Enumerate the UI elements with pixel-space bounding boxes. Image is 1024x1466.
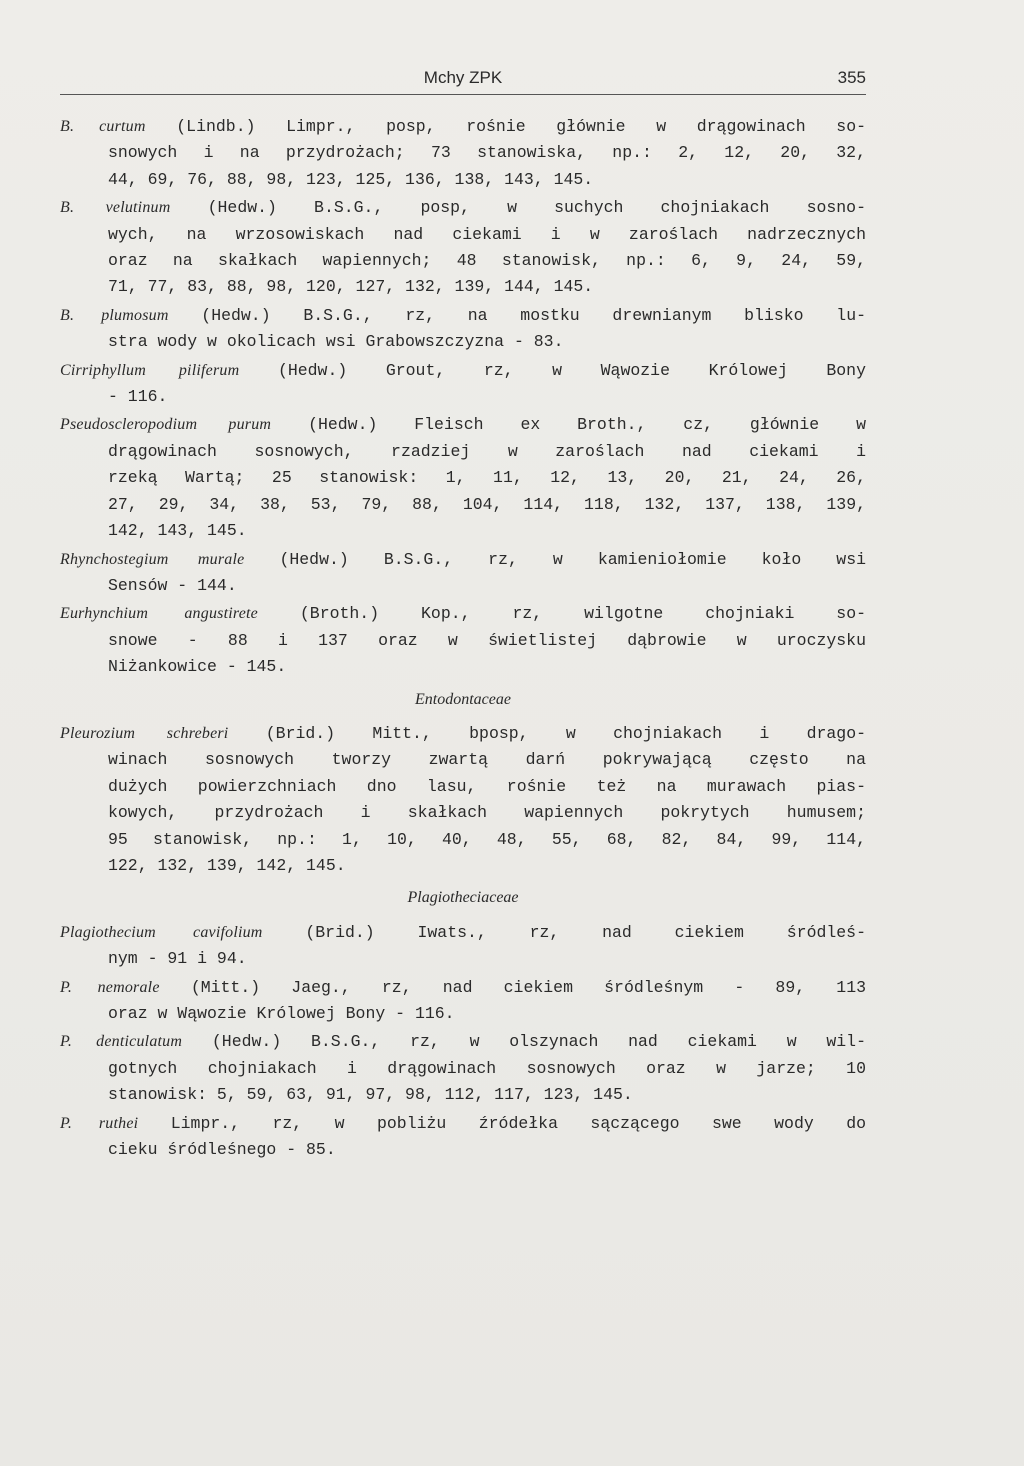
entry-first-line [60, 1029, 866, 1055]
entry-line: 27, 29, 34, 38, 53, 79, 88, 104, 114, 118, 132, 137, 138, 139, [108, 494, 866, 514]
entry-line: wych, na wrzosowiskach nad ciekami i w zaroślach nadrzecznych [108, 224, 866, 244]
species-entry [60, 601, 866, 680]
entry-first-line [60, 1111, 866, 1137]
entry-first-line [60, 412, 866, 438]
entry-line: stanowisk: 5, 59, 63, 91, 97, 98, 112, 117, 123, 145. [108, 1085, 633, 1105]
entry-text: (Brid.) Mitt., bposp, w chojniakach i drago- [265, 723, 867, 743]
entry-first-line [60, 601, 866, 627]
entry-line: 122, 132, 139, 142, 145. [108, 855, 346, 875]
taxon-name: Pseudoscleropodium purum [60, 416, 272, 434]
taxon-name: Plagiothecium cavifolium [60, 923, 263, 941]
taxon-name: B. velutinum [60, 199, 171, 217]
entry-text: (Broth.) Kop., rz, wilgotne chojniaki so- [299, 604, 867, 624]
species-entry [60, 412, 866, 544]
running-title: Mchy ZPK [423, 68, 503, 87]
species-entry [60, 975, 866, 1028]
entry-first-line [60, 114, 866, 140]
entry-line: Niżankowice - 145. [108, 657, 287, 677]
running-header [60, 66, 866, 95]
species-entry [60, 114, 866, 193]
species-entry [60, 721, 866, 879]
species-list [60, 114, 866, 1165]
entry-first-line [60, 721, 866, 747]
taxon-name: P. ruthei [60, 1114, 139, 1132]
entry-line: oraz w Wąwozie Królowej Bony - 116. [108, 1004, 455, 1023]
entry-line: stra wody w okolicach wsi Grabowszczyzna - 83. [108, 332, 564, 352]
entry-line: snowe - 88 i 137 oraz w świetlistej dąbrowie w uroczysku [108, 630, 866, 650]
taxon-name: P. denticulatum [60, 1033, 183, 1051]
entry-first-line [60, 303, 866, 329]
entry-text: (Hedw.) B.S.G., rz, w olszynach nad ciekami w wil- [211, 1032, 866, 1052]
entry-line: cieku śródleśnego - 85. [108, 1140, 336, 1160]
entry-text: (Hedw.) Fleisch ex Broth., cz, głównie w [308, 415, 866, 435]
taxon-name: B. curtum [60, 118, 146, 135]
species-entry [60, 358, 866, 411]
entry-text: Limpr., rz, w pobliżu źródełka sączącego swe wody do [170, 1113, 866, 1133]
family-heading: Entodontaceae [415, 690, 511, 708]
entry-line: drągowinach sosnowych, rzadziej w zaroślach nad ciekami i [108, 441, 866, 461]
entry-first-line [60, 920, 866, 946]
entry-line: oraz na skałkach wapiennych; 48 stanowisk, np.: 6, 9, 24, 59, [108, 251, 866, 271]
entry-first-line [60, 547, 866, 573]
species-entry [60, 920, 866, 973]
entry-line: 44, 69, 76, 88, 98, 123, 125, 136, 138, 143, 145. [108, 169, 594, 189]
taxon-name: Rhynchostegium murale [60, 550, 245, 568]
entry-text: (Hedw.) Grout, rz, w Wąwozie Królowej Bony [277, 360, 866, 380]
family-heading: Plagiotheciaceae [407, 889, 519, 907]
species-entry [60, 195, 866, 301]
taxon-name: Pleurozium schreberi [60, 724, 229, 742]
entry-line: kowych, przydrożach i skałkach wapiennych pokrytych humusem; [108, 803, 866, 823]
entry-line: 142, 143, 145. [108, 521, 247, 541]
entry-line: dużych powierzchniach dno lasu, rośnie też na murawach pias- [108, 776, 866, 796]
entry-line: 71, 77, 83, 88, 98, 120, 127, 132, 139, 144, 145. [108, 277, 594, 297]
entry-first-line [60, 975, 866, 1001]
species-entry [60, 303, 866, 356]
entry-line: gotnych chojniakach i drągowinach sosnowych oraz w jarze; 10 [108, 1058, 866, 1078]
taxon-name: B. plumosum [60, 306, 169, 324]
taxon-name: Eurhynchium angustirete [60, 605, 258, 623]
entry-line: nym - 91 i 94. [108, 949, 247, 969]
entry-line: rzeką Wartą; 25 stanowisk: 1, 11, 12, 13, 20, 21, 24, 26, [108, 468, 866, 488]
page-number: 355 [837, 68, 866, 87]
species-entry [60, 1029, 866, 1108]
entry-first-line [60, 195, 866, 221]
entry-line: winach sosnowych tworzy zwartą darń pokrywającą często na [108, 750, 866, 770]
taxon-name: P. nemorale [60, 978, 160, 996]
entry-text: (Hedw.) B.S.G., rz, w kamieniołomie koło wsi [279, 549, 866, 569]
species-entry [60, 1111, 866, 1164]
entry-text: (Mitt.) Jaeg., rz, nad ciekiem śródleśnym - 89, 113 [190, 977, 867, 997]
entry-text: (Lindb.) Limpr., posp, rośnie głównie w drągowinach so- [176, 117, 866, 136]
entry-line: Sensów - 144. [108, 575, 237, 595]
entry-line: snowych i na przydrożach; 73 stanowiska, np.: 2, 12, 20, 32, [108, 143, 866, 163]
entry-first-line [60, 358, 866, 384]
entry-text: (Brid.) Iwats., rz, nad ciekiem śródleś- [305, 922, 866, 942]
entry-line: 95 stanowisk, np.: 1, 10, 40, 48, 55, 68, 82, 84, 99, 114, [108, 829, 866, 849]
entry-text: (Hedw.) B.S.G., rz, na mostku drewnianym blisko lu- [201, 305, 866, 325]
species-entry [60, 547, 866, 600]
entry-line: - 116. [108, 387, 168, 407]
taxon-name: Cirriphyllum piliferum [60, 361, 240, 379]
entry-text: (Hedw.) B.S.G., posp, w suchych chojniakach sosno- [207, 198, 866, 218]
